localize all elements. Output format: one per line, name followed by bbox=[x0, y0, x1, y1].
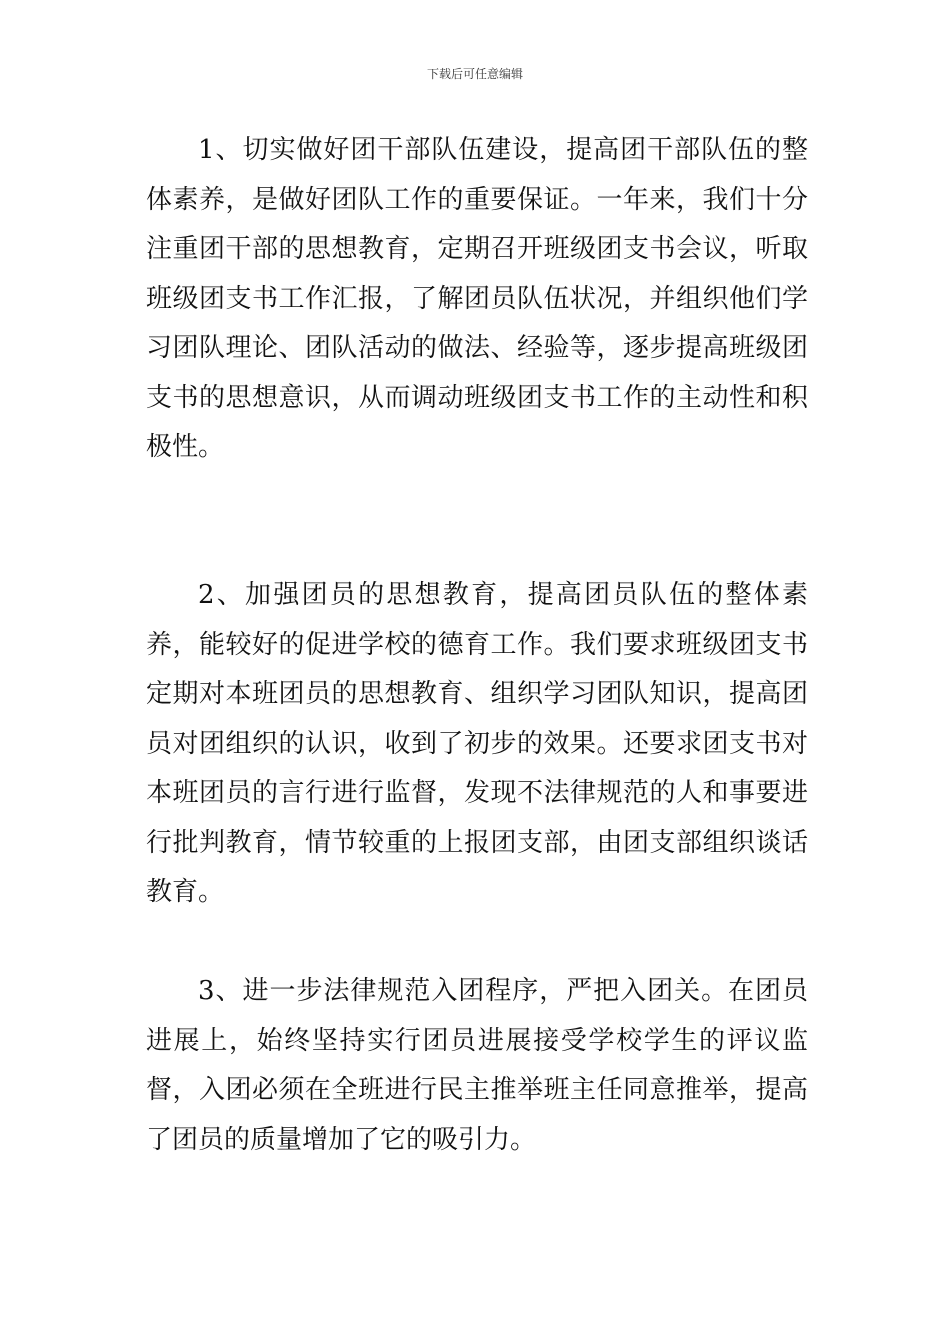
paragraph-2: 2、加强团员的思想教育，提高团员队伍的整体素养，能较好的促进学校的德育工作。我们要求班级团支书定期对本班团员的思想教育、组织学习团队知识，提高团员对团组织的认识，收到了初步的效果。还要求团支书对本班团员的言行进行监督，发现不法律规范的人和事要进行批判教育，情节较重的上报团支部，由团支部组织谈话教育。 bbox=[146, 580, 808, 907]
page-header: 下载后可任意编辑 bbox=[426, 67, 523, 81]
paragraph-1: 1、切实做好团干部队伍建设，提高团干部队伍的整体素养，是做好团队工作的重要保证。一年来，我们十分注重团干部的思想教育，定期召开班级团支书会议，听取班级团支书工作汇报，了解团员队伍状况，并组织他们学习团队理论、团队活动的做法、经验等，逐步提高班级团支书的思想意识，从而调动班级团支书工作的主动性和积极性。 bbox=[146, 135, 808, 462]
paragraph-3: 3、进一步法律规范入团程序，严把入团关。在团员进展上，始终坚持实行团员进展接受学校学生的评议监督，入团必须在全班进行民主推举班主任同意推举，提高了团员的质量增加了它的吸引力。 bbox=[146, 976, 808, 1155]
